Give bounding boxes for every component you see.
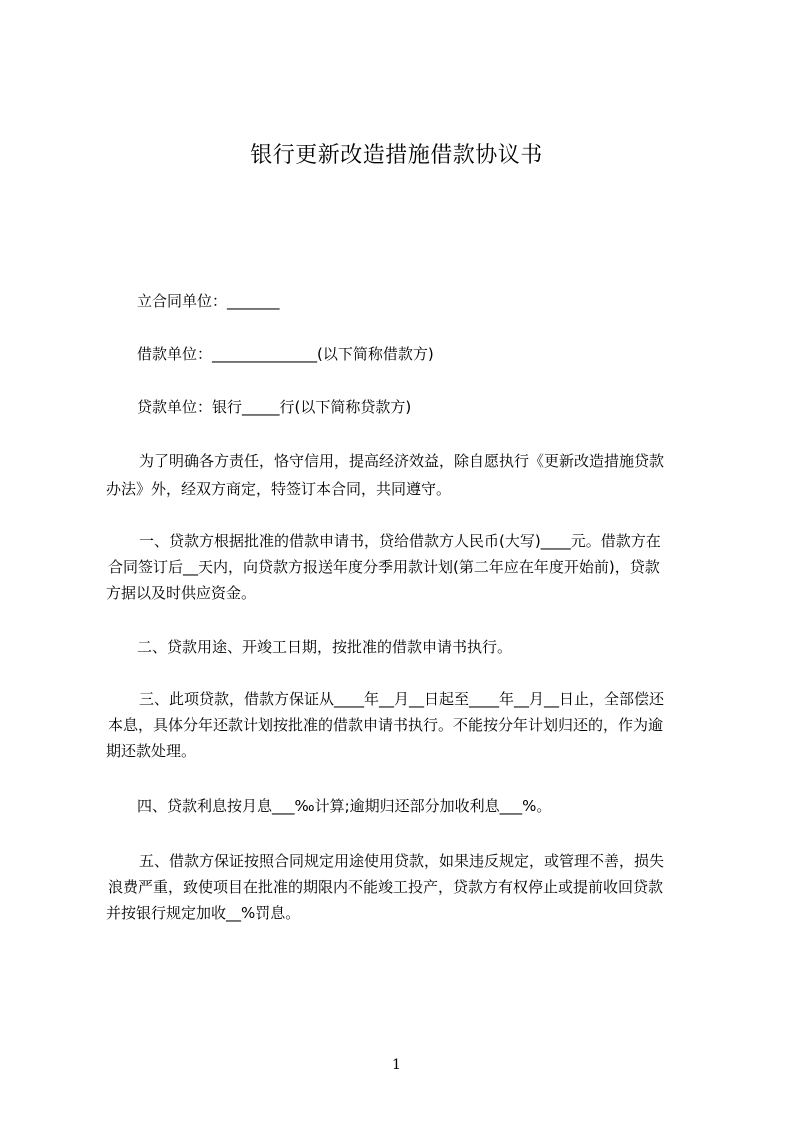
paragraph-line: 合同签订后__天内，向贷款方报送年度分季用款计划(第二年应在年度开始前)，贷款: [108, 558, 660, 576]
paragraph-line: 期还款处理。: [106, 742, 197, 760]
paragraph-line: 为了明确各方责任，恪守信用，提高经济效益，除自愿执行《更新改造措施贷款: [139, 452, 665, 470]
page-number: 1: [392, 1057, 401, 1073]
document-title: 银行更新改造措施借款协议书: [250, 143, 543, 168]
paragraph-line: 本息，具体分年还款计划按批准的借款申请书执行。不能按分年计划归还的，作为逾: [108, 716, 664, 734]
borrower-unit-line: 借款单位：______________(以下简称借款方): [137, 345, 434, 363]
paragraph-line: 并按银行规定加收__%罚息。: [106, 904, 301, 922]
paragraph-line: 一、贷款方根据批准的借款申请书，贷给借款方人民币(大写)____元。借款方在: [139, 532, 661, 550]
paragraph-line: 四、贷款利息按月息___‰计算;逾期归还部分加收利息___%。: [137, 797, 552, 815]
paragraph-line: 三、此项贷款，借款方保证从____年__月__日起至____年__月__日止，全部偿还: [139, 690, 665, 708]
paragraph-line: 二、贷款用途、开竣工日期，按批准的借款申请书执行。: [137, 638, 513, 656]
paragraph-line: 办法》外，经双方商定，特签订本合同，共同遵守。: [106, 480, 452, 498]
lender-unit-line: 贷款单位：银行_____行(以下简称贷款方): [137, 398, 412, 416]
paragraph-line: 浪费严重，致使项目在批准的期限内不能竣工投产，贷款方有权停止或提前收回贷款: [108, 878, 664, 896]
contract-unit-line: 立合同单位：_______: [137, 292, 280, 310]
paragraph-line: 五、借款方保证按照合同规定用途使用贷款，如果违反规定，或管理不善，损失: [139, 852, 665, 870]
paragraph-line: 方据以及时供应资金。: [106, 584, 257, 602]
